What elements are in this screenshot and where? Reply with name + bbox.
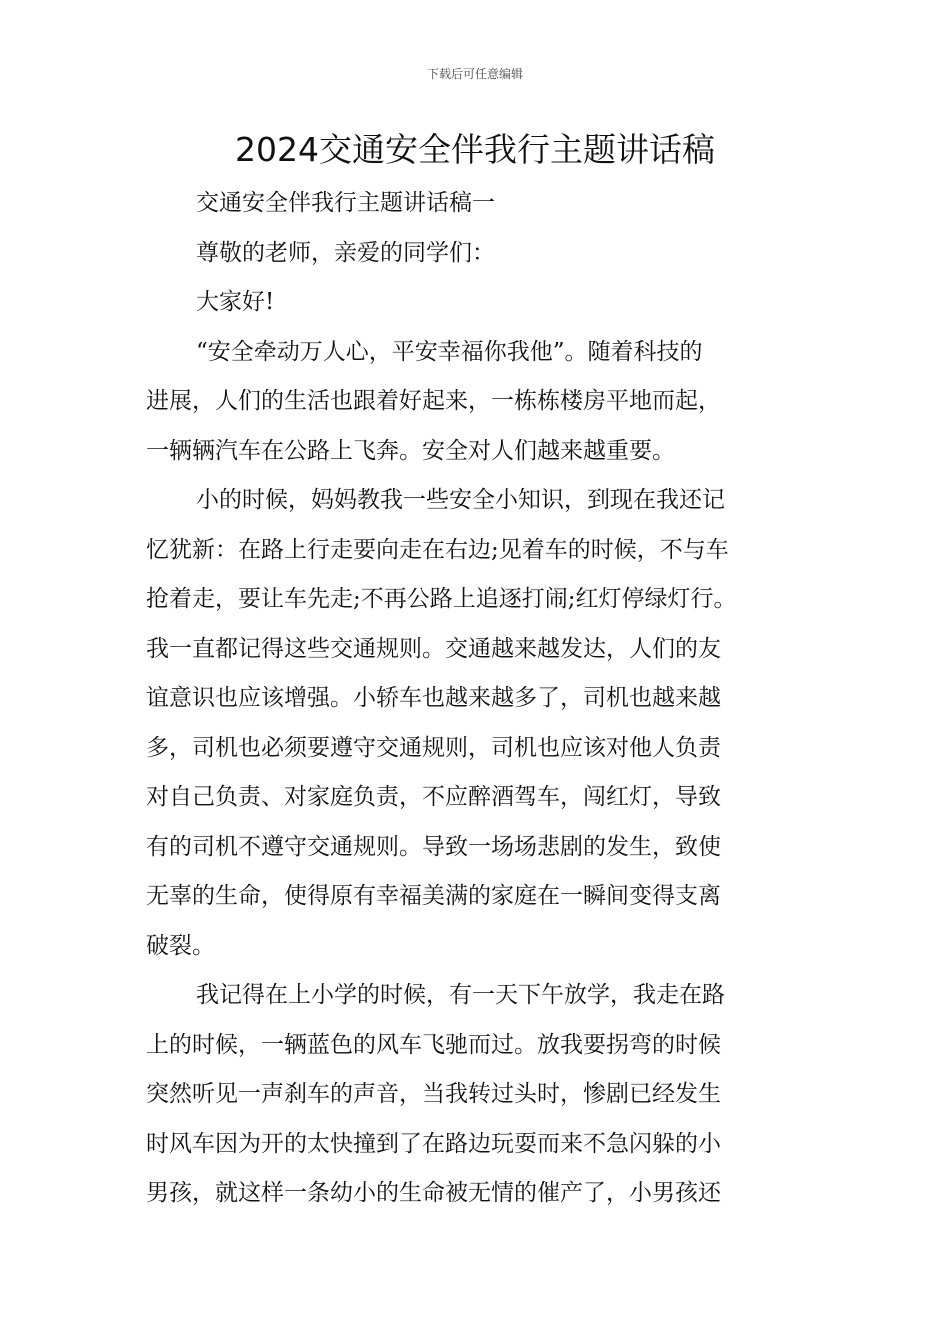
- text-line: 多，司机也必须要遵守交通规则，司机也应该对他人负责: [146, 734, 721, 761]
- text-line: “安全牵动万人心，平安幸福你我他”。随着科技的: [196, 338, 703, 365]
- header-note: 下载后可任意编辑: [426, 67, 523, 81]
- text-line: 尊敬的老师，亲爱的同学们：: [196, 239, 495, 266]
- text-line: 一辆辆汽车在公路上飞奔。安全对人们越来越重要。: [146, 437, 675, 464]
- text-line: 大家好!: [196, 289, 275, 315]
- text-line: 男孩，就这样一条幼小的生命被无情的催产了，小男孩还: [146, 1180, 721, 1206]
- text-line: 进展，人们的生活也跟着好起来，一栋栋楼房平地而起，: [146, 388, 721, 414]
- text-line: 有的司机不遵守交通规则。导致一场场悲剧的发生，致使: [146, 833, 721, 860]
- text-line: 忆犹新：在路上行走要向走在右边;见着车的时候，不与车: [146, 536, 729, 563]
- document-title: 2024交通安全伴我行主题讲话稿: [235, 130, 715, 169]
- text-line: 突然听见一声刹车的声音，当我转过头时，惨剧已经发生: [146, 1081, 721, 1107]
- text-line: 无辜的生命，使得原有幸福美满的家庭在一瞬间变得支离: [146, 883, 721, 909]
- text-line: 抢着走，要让车先走;不再公路上追逐打闹;红灯停绿灯行。: [146, 586, 737, 612]
- document-body: [146, 179, 830, 1219]
- text-line: 谊意识也应该增强。小轿车也越来越多了，司机也越来越: [146, 685, 721, 711]
- text-line: 时风车因为开的太快撞到了在路边玩耍而来不急闪躲的小: [146, 1130, 721, 1157]
- text-line: 破裂。: [146, 932, 215, 959]
- text-line: 上的时候，一辆蓝色的风车飞驰而过。放我要拐弯的时候: [146, 1031, 721, 1058]
- text-line: 小的时候，妈妈教我一些安全小知识，到现在我还记: [196, 487, 725, 513]
- text-line: 对自己负责、对家庭负责，不应醉酒驾车，闯红灯，导致: [146, 784, 721, 810]
- text-line: 交通安全伴我行主题讲话稿一: [196, 190, 495, 216]
- text-line: 我一直都记得这些交通规则。交通越来越发达，人们的友: [146, 635, 721, 662]
- text-line: 我记得在上小学的时候，有一天下午放学，我走在路: [196, 982, 725, 1008]
